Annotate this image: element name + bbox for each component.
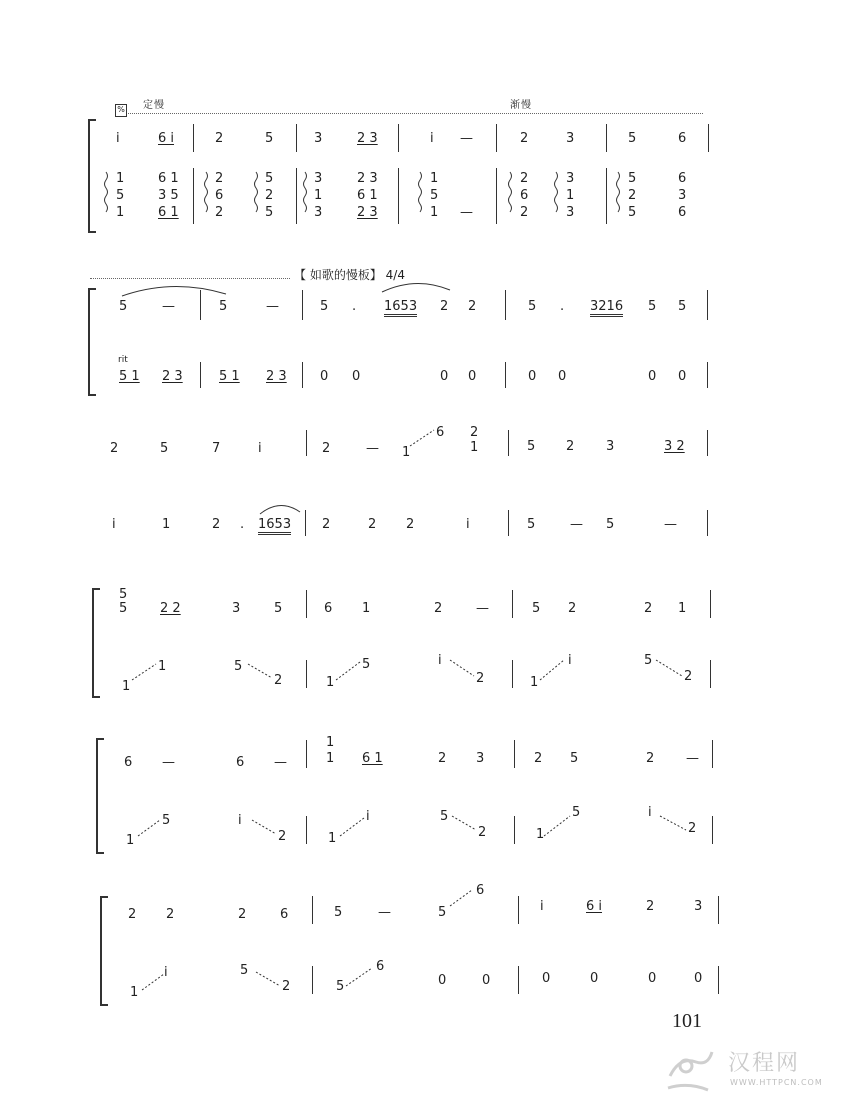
barline	[296, 124, 297, 152]
note: 6 i	[158, 131, 175, 146]
note: 2	[476, 671, 485, 686]
note: 2	[646, 751, 655, 766]
note: 5	[532, 601, 541, 616]
note: 1	[678, 601, 687, 616]
note: 1	[326, 675, 335, 690]
note: 1653	[384, 300, 417, 317]
section-title: 【 如歌的慢板】	[294, 268, 382, 282]
chord-bottom: 6 1	[158, 205, 179, 220]
note: 0	[482, 973, 491, 988]
chord-bottom: 2	[215, 205, 224, 220]
note: 6	[280, 907, 289, 922]
note: 5	[119, 587, 128, 602]
note: 5	[527, 439, 536, 454]
barline	[306, 590, 307, 618]
note: 0	[440, 369, 449, 384]
chord-top: 6	[678, 171, 687, 186]
watermark-logo-icon	[660, 1036, 724, 1100]
note: 5	[678, 299, 687, 314]
note: 2	[128, 907, 137, 922]
note: 6	[436, 425, 445, 440]
barline	[398, 124, 399, 152]
note: 2	[470, 425, 479, 440]
chord-bottom: 2 3	[357, 205, 378, 220]
barline	[306, 740, 307, 768]
note: 2	[568, 601, 577, 616]
note: 2 3	[266, 369, 287, 384]
note: 2	[646, 899, 655, 914]
chord-top: 5	[265, 171, 274, 186]
note: 2	[688, 821, 697, 836]
chord-mid: 1	[314, 188, 323, 203]
note: 2	[368, 517, 377, 532]
note: 0	[320, 369, 329, 384]
meter-label: 4/4	[385, 268, 405, 282]
note: i	[430, 131, 434, 146]
barline	[707, 290, 708, 320]
note: 5	[606, 517, 615, 532]
chord-mid: 5	[116, 188, 125, 203]
chord-mid: 3	[678, 188, 687, 203]
note: 2	[566, 439, 575, 454]
note: —	[274, 755, 287, 770]
note: i	[648, 805, 652, 820]
note: 1	[326, 735, 335, 750]
barline	[496, 124, 497, 152]
note: —	[162, 755, 175, 770]
chord-bottom: —	[460, 205, 473, 220]
note: i	[466, 517, 470, 532]
tempo-dotted-line	[128, 113, 703, 114]
note: 0	[694, 971, 703, 986]
note: 0	[468, 369, 477, 384]
note: 1	[158, 659, 167, 674]
note: —	[366, 441, 379, 456]
barline	[306, 430, 307, 456]
note: 1	[470, 440, 479, 455]
note: —	[664, 517, 677, 532]
note: i	[164, 965, 168, 980]
chord-bottom: 5	[628, 205, 637, 220]
segno-sign: %	[115, 104, 127, 117]
note: 6 i	[586, 899, 603, 914]
note: 6	[236, 755, 245, 770]
note: 1	[328, 831, 337, 846]
note: i	[112, 517, 116, 532]
note: 0	[542, 971, 551, 986]
note: 6 1	[362, 751, 383, 766]
barline	[718, 966, 719, 994]
note: .	[240, 517, 245, 532]
chord-mid: 2	[628, 188, 637, 203]
note: 1	[162, 517, 171, 532]
chord-top: 2	[215, 171, 224, 186]
system-brace	[88, 288, 96, 396]
glide-lines	[100, 650, 720, 690]
barline	[312, 896, 313, 924]
chord-top: 2 3	[357, 171, 378, 186]
chord-mid: 3 5	[158, 188, 179, 203]
chord-bottom: 3	[566, 205, 575, 220]
note: 5	[644, 653, 653, 668]
chord-top: 3	[314, 171, 323, 186]
note: 1	[326, 751, 335, 766]
barline	[193, 124, 194, 152]
note: 0	[648, 971, 657, 986]
note: 2	[684, 669, 693, 684]
note: 5	[438, 905, 447, 920]
note: —	[378, 905, 391, 920]
note: i	[540, 899, 544, 914]
chord-top: 6 1	[158, 171, 179, 186]
note: 2	[534, 751, 543, 766]
barline	[200, 362, 201, 388]
barline	[708, 124, 709, 152]
note: 2	[434, 601, 443, 616]
page-number: 101	[672, 1010, 702, 1032]
note: —	[460, 131, 473, 146]
note: 3	[566, 131, 575, 146]
barline	[302, 290, 303, 320]
note: i	[568, 653, 572, 668]
note: 5	[334, 905, 343, 920]
note: i	[238, 813, 242, 828]
note: 5	[320, 299, 329, 314]
note: i	[258, 441, 262, 456]
note: 2	[278, 829, 287, 844]
note: 7	[212, 441, 221, 456]
note: 6	[124, 755, 133, 770]
chord-top: 1	[116, 171, 125, 186]
barline	[505, 362, 506, 388]
note: 2 3	[357, 131, 378, 146]
note: i	[366, 809, 370, 824]
barline	[518, 966, 519, 994]
note: 5	[234, 659, 243, 674]
note: 5	[362, 657, 371, 672]
note: 3	[314, 131, 323, 146]
system-brace	[88, 119, 96, 233]
note: 5	[119, 299, 128, 314]
note: 5	[265, 131, 274, 146]
rit-marking: rit	[118, 355, 128, 365]
note: —	[162, 299, 175, 314]
arpeggio-marks	[100, 168, 700, 224]
note: 5	[440, 809, 449, 824]
note: .	[352, 299, 357, 314]
barline	[302, 362, 303, 388]
barline	[508, 430, 509, 456]
note: 5	[336, 979, 345, 994]
barline	[606, 124, 607, 152]
note: 3	[606, 439, 615, 454]
barline	[707, 362, 708, 388]
note: 3	[694, 899, 703, 914]
glide-lines	[100, 960, 400, 1000]
note: 1	[530, 675, 539, 690]
note: 1	[536, 827, 545, 842]
chord-bottom: 6	[678, 205, 687, 220]
slur	[118, 280, 238, 300]
note: 3 2	[664, 439, 685, 454]
barline	[707, 510, 708, 536]
chord-top: 2	[520, 171, 529, 186]
barline	[712, 740, 713, 768]
note: 5	[572, 805, 581, 820]
note: 5 1	[219, 369, 240, 384]
barline	[710, 590, 711, 618]
note: 5	[648, 299, 657, 314]
note: 2	[274, 673, 283, 688]
note: 2	[438, 751, 447, 766]
note: 2	[238, 907, 247, 922]
note: 3	[476, 751, 485, 766]
note: 6	[678, 131, 687, 146]
chord-mid: 6 1	[357, 188, 378, 203]
note: —	[266, 299, 279, 314]
note: 2	[440, 299, 449, 314]
chord-top: 5	[628, 171, 637, 186]
chord-bottom: 2	[520, 205, 529, 220]
note: 2	[282, 979, 291, 994]
chord-top: 3	[566, 171, 575, 186]
note: 1653	[258, 518, 291, 535]
note: 0	[678, 369, 687, 384]
chord-mid: 1	[566, 188, 575, 203]
note: 5	[527, 517, 536, 532]
note: 1	[362, 601, 371, 616]
chord-mid: 5	[430, 188, 439, 203]
note: 0	[352, 369, 361, 384]
chord-bottom: 1	[116, 205, 125, 220]
note: 6	[324, 601, 333, 616]
note: —	[570, 517, 583, 532]
note: 2	[520, 131, 529, 146]
glide-lines	[100, 806, 720, 846]
section-dotted-line	[90, 278, 290, 279]
note: 2 3	[162, 369, 183, 384]
barline	[514, 740, 515, 768]
chord-bottom: 3	[314, 205, 323, 220]
note: 5	[628, 131, 637, 146]
barline	[508, 510, 509, 536]
slur	[256, 500, 306, 516]
note: 5	[219, 299, 228, 314]
note: 2	[468, 299, 477, 314]
note: 2	[478, 825, 487, 840]
chord-mid: 6	[215, 188, 224, 203]
barline	[512, 590, 513, 618]
note: 1	[402, 445, 411, 460]
chord-mid: 2	[265, 188, 274, 203]
note: 1	[126, 833, 135, 848]
note: 5	[570, 751, 579, 766]
note: 5	[274, 601, 283, 616]
note: 1	[122, 679, 131, 694]
chord-bottom: 1	[430, 205, 439, 220]
slur	[378, 278, 458, 296]
barline	[707, 430, 708, 456]
note: 5	[162, 813, 171, 828]
note: 0	[648, 369, 657, 384]
note: i	[438, 653, 442, 668]
note: 2	[406, 517, 415, 532]
note: 5 1	[119, 369, 140, 384]
note: 0	[590, 971, 599, 986]
glide-line	[408, 428, 438, 448]
tempo-marking-left: 定慢	[143, 100, 165, 111]
chord-mid: 6	[520, 188, 529, 203]
watermark-text: 汉程网	[728, 1051, 801, 1076]
tempo-marking-right: 渐慢	[510, 100, 532, 111]
note: 0	[558, 369, 567, 384]
note: 6	[376, 959, 385, 974]
note: 6	[476, 883, 485, 898]
note: 2	[322, 517, 331, 532]
note: 5	[119, 601, 128, 616]
barline	[518, 896, 519, 924]
barline	[718, 896, 719, 924]
note: 2 2	[160, 601, 181, 616]
system-brace	[92, 588, 100, 698]
note: 0	[438, 973, 447, 988]
watermark-url: WWW.HTTPCN.COM	[730, 1078, 823, 1087]
note: —	[476, 601, 489, 616]
note: 3216	[590, 300, 623, 317]
note: 0	[528, 369, 537, 384]
note: 2	[644, 601, 653, 616]
glide-line	[448, 888, 476, 908]
barline	[505, 290, 506, 320]
note: 2	[322, 441, 331, 456]
note: 1	[130, 985, 139, 1000]
note: 2	[212, 517, 221, 532]
note: 2	[166, 907, 175, 922]
note: 2	[215, 131, 224, 146]
note: i	[116, 131, 120, 146]
note: 5	[160, 441, 169, 456]
note: 5	[240, 963, 249, 978]
note: 3	[232, 601, 241, 616]
chord-bottom: 5	[265, 205, 274, 220]
note: .	[560, 299, 565, 314]
chord-top: 1	[430, 171, 439, 186]
note: 2	[110, 441, 119, 456]
note: 5	[528, 299, 537, 314]
note: —	[686, 751, 699, 766]
